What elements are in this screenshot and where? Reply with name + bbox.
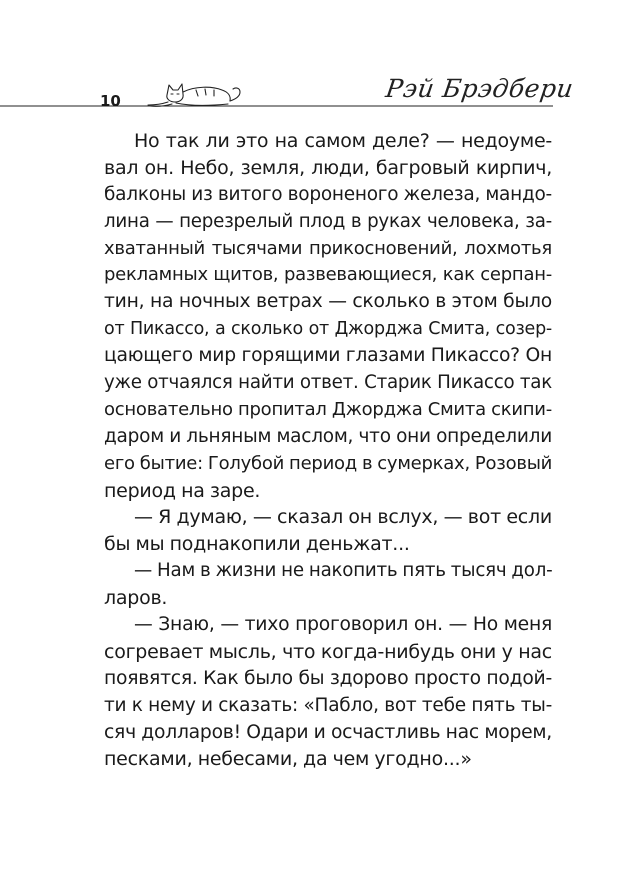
text-line: ларов. — [104, 587, 168, 610]
text-line: от Пикассо, а сколько от Джорджа Смита, созер- — [104, 319, 552, 340]
text-line: тин, на ночных ветрах — сколько в этом было — [104, 291, 552, 313]
text-line: уже отчаялся найти ответ. Старик Пикассо так — [104, 372, 552, 394]
text-line: Но так ли это на самом деле? — недоуме- — [134, 130, 552, 152]
text-line: согревает мысль, что когда-нибудь они у нас — [104, 640, 552, 663]
text-line: период на заре. — [104, 479, 261, 502]
author-name: Рэй Брэдбери — [383, 74, 576, 103]
text-line: песками, небесами, да чем угодно...» — [104, 748, 472, 771]
text-line: даром и льняным маслом, что они определили — [104, 425, 552, 447]
text-line: хватанный тысячами прикосновений, лохмотья — [104, 237, 552, 259]
text-line: — Нам в жизни не накопить пять тысяч дол- — [134, 560, 553, 582]
text-line: основательно пропитал Джорджа Смита скипи- — [104, 398, 552, 420]
text-line: рекламных щитов, развевающиеся, как серпан- — [104, 264, 552, 286]
body-text — [104, 128, 552, 773]
text-line: балконы из витого вороненого железа, мандо- — [104, 183, 552, 205]
text-line: — Знаю, — тихо проговорил он. — Но меня — [134, 614, 552, 636]
text-line: ти к нему и сказать: «Пабло, вот тебе пять ты- — [104, 694, 552, 716]
page-number: 10 — [100, 92, 121, 110]
page-header — [0, 0, 621, 120]
text-line: вал он. Небо, земля, люди, багровый кирпич, — [104, 156, 552, 179]
text-line: лина — перезрелый плод в руках человека, за- — [104, 210, 552, 232]
text-line: появятся. Как было бы здорово просто подой- — [104, 667, 552, 689]
text-line: — Я думаю, — сказал он вслух, — вот если — [134, 506, 552, 529]
text-line: сяч долларов! Одари и осчастливь нас морем, — [104, 721, 552, 743]
text-line: его бытие: Голубой период в сумерках, Розовый — [104, 452, 553, 474]
cat-icon — [148, 84, 240, 106]
text-line: цающего мир горящими глазами Пикассо? Он — [104, 345, 552, 367]
text-line: бы мы поднакопили деньжат... — [104, 533, 410, 556]
